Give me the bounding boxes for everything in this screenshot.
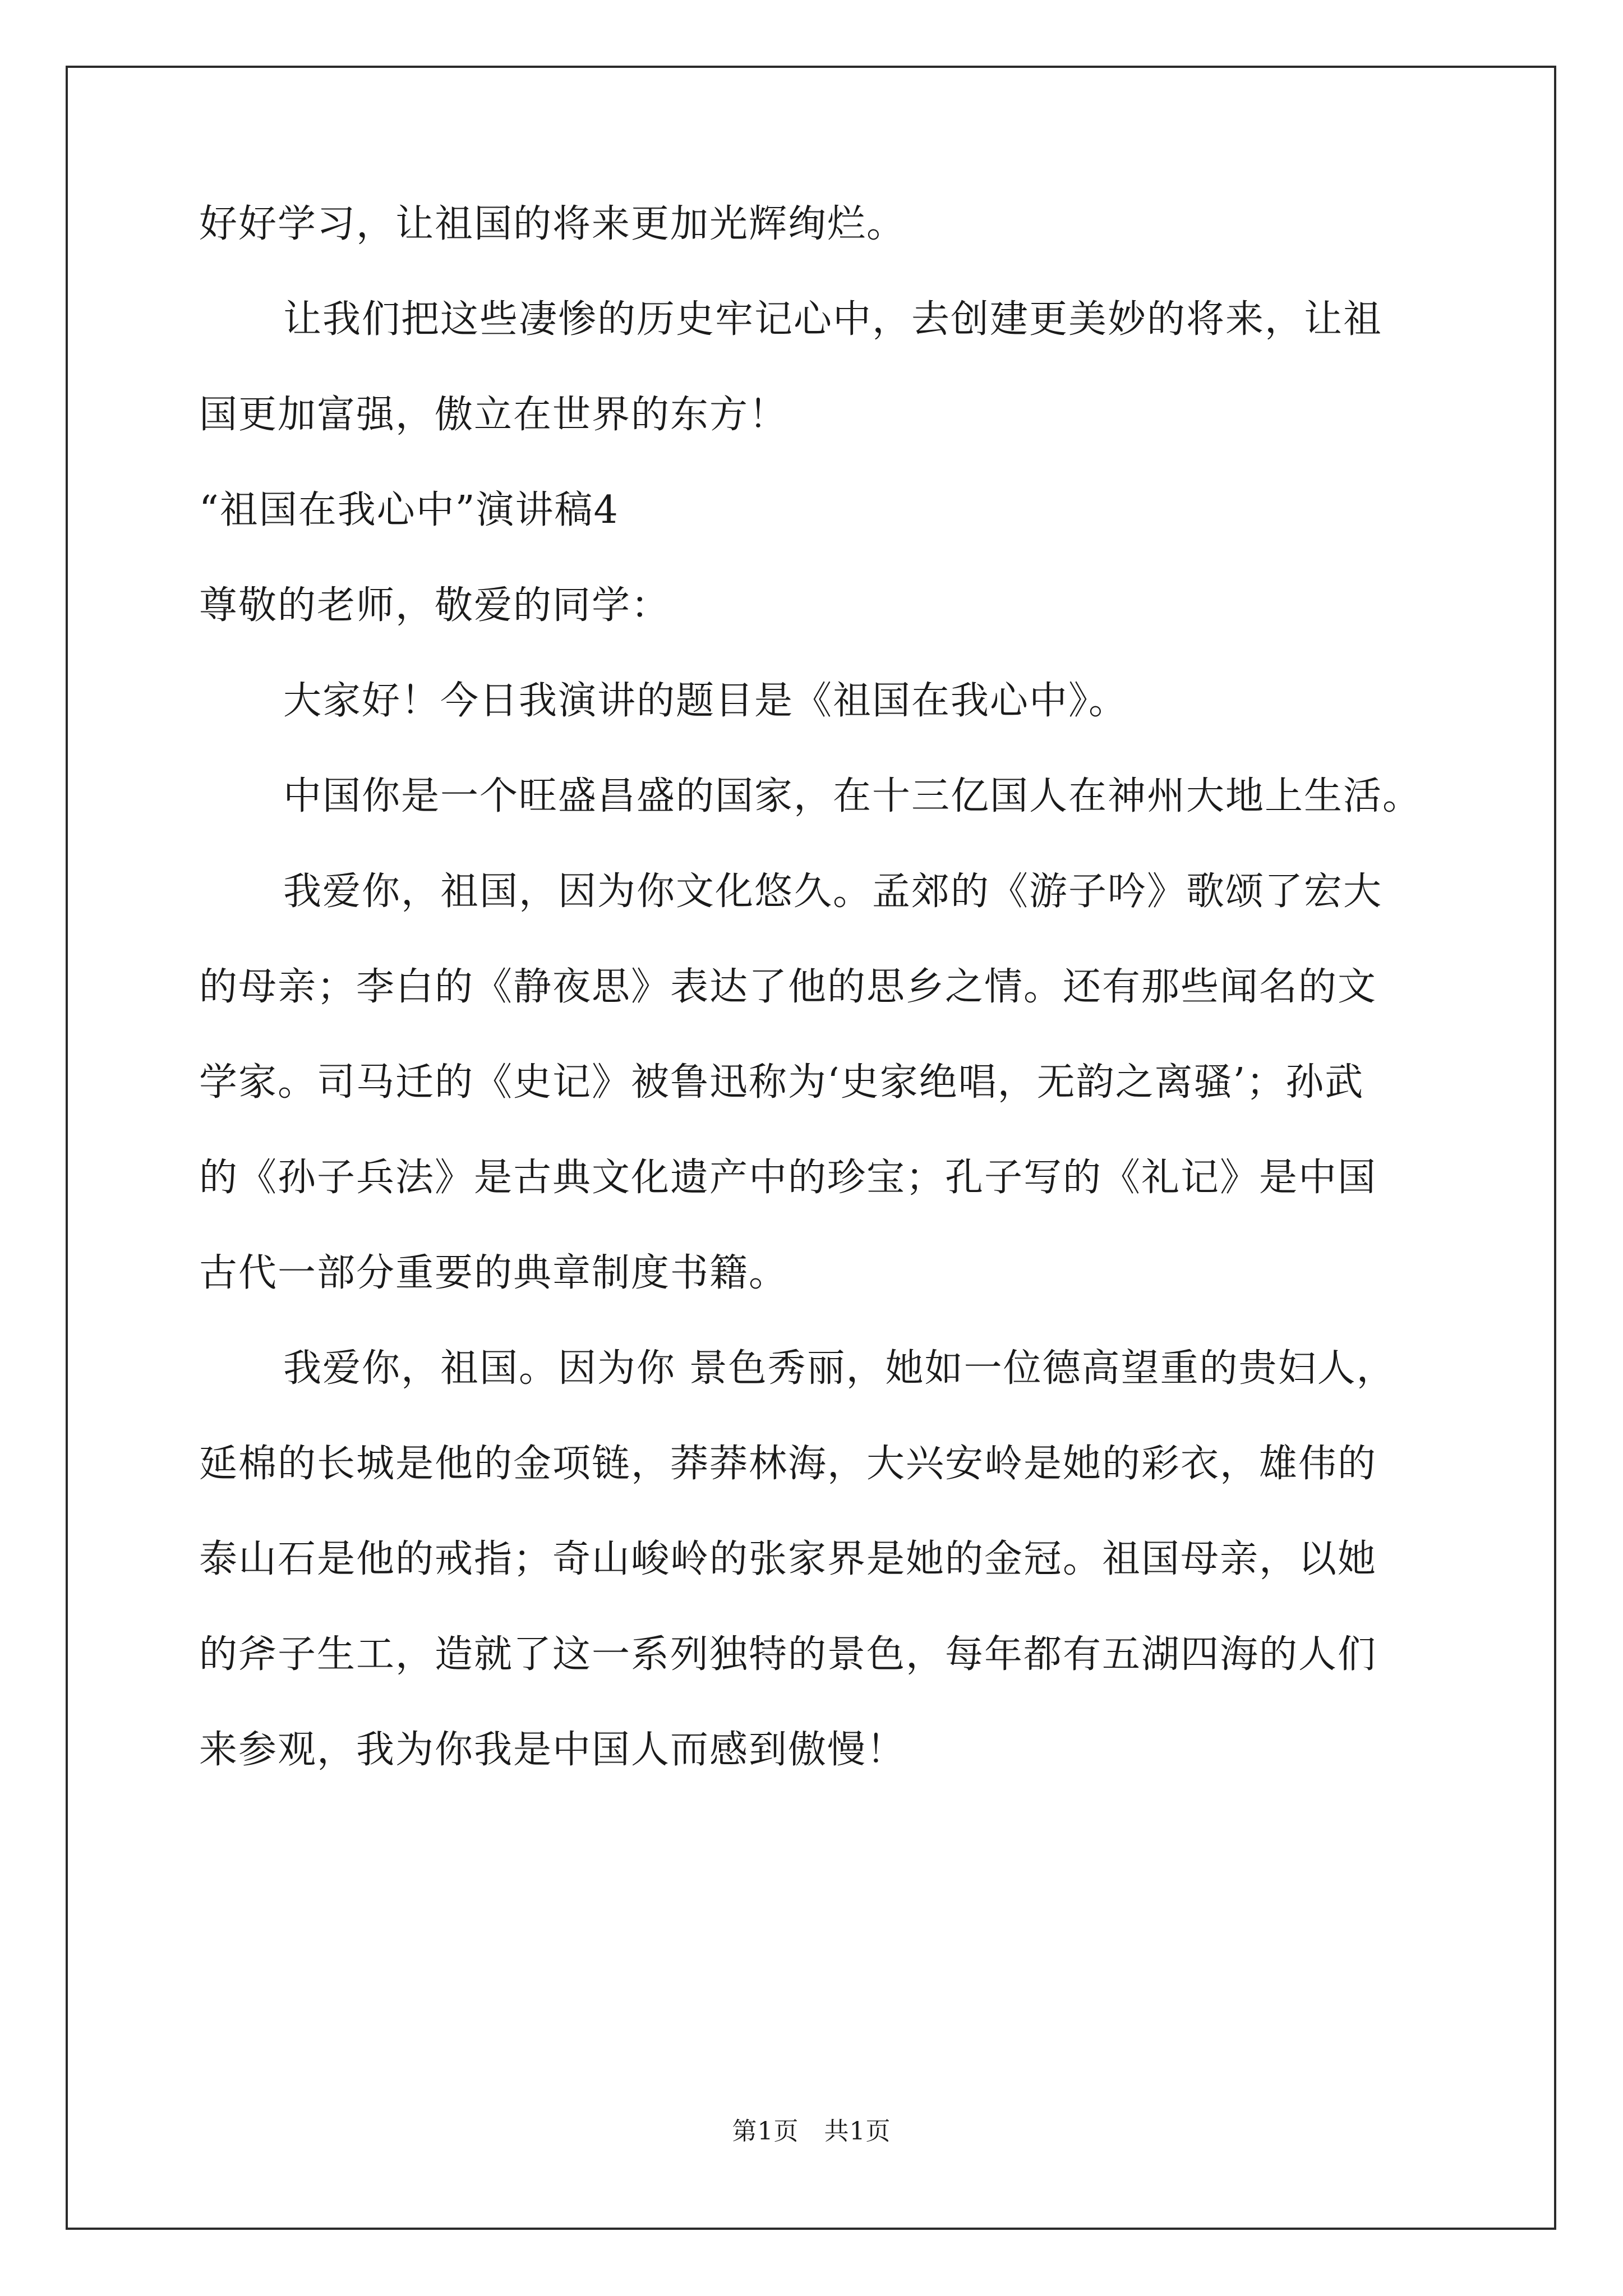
text-line: 来参观，我为你我是中国人而感到傲慢！	[199, 1728, 906, 1772]
text-line: 的母亲；李白的《静夜思》表达了他的思乡之情。还有那些闻名的文	[199, 965, 1377, 1009]
text-line: 好好学习，让祖国的将来更加光辉绚烂。	[199, 202, 906, 246]
salutation: 尊敬的老师，敬爱的同学：	[199, 583, 671, 628]
text-line: 让我们把这些凄惨的历史牢记心中，去创建更美妙的将来，让祖	[283, 297, 1383, 342]
text-line: 的《孙子兵法》是古典文化遗产中的珍宝；孔子写的《礼记》是中国	[199, 1156, 1377, 1200]
text-line: 我爱你，祖国。因为你 景色秀丽，她如一位德高望重的贵妇人，	[283, 1346, 1396, 1391]
text-line: 学家。司马迁的《史记》被鲁迅称为‘史家绝唱，无韵之离骚’；孙武	[199, 1060, 1364, 1105]
text-line: 延棉的长城是他的金项链，莽莽林海，大兴安岭是她的彩衣，雄伟的	[199, 1442, 1377, 1486]
text-line: 的斧子生工，造就了这一系列独特的景色，每年都有五湖四海的人们	[199, 1632, 1377, 1677]
text-line: 大家好！今日我演讲的题目是《祖国在我心中》。	[283, 679, 1128, 723]
text-line: 古代一部分重要的典章制度书籍。	[199, 1251, 789, 1295]
text-line: 国更加富强，傲立在世界的东方！	[199, 393, 789, 437]
section-title: “祖国在我心中”演讲稿4	[199, 488, 619, 532]
text-line: 我爱你，祖国，因为你文化悠久。孟郊的《游子吟》歌颂了宏大	[283, 869, 1383, 914]
text-line: 中国你是一个旺盛昌盛的国家，在十三亿国人在神州大地上生活。	[283, 774, 1422, 818]
page-footer: 第1页 共1页	[732, 2117, 891, 2146]
text-line: 泰山石是他的戒指；奇山峻岭的张家界是她的金冠。祖国母亲，以她	[199, 1537, 1377, 1581]
